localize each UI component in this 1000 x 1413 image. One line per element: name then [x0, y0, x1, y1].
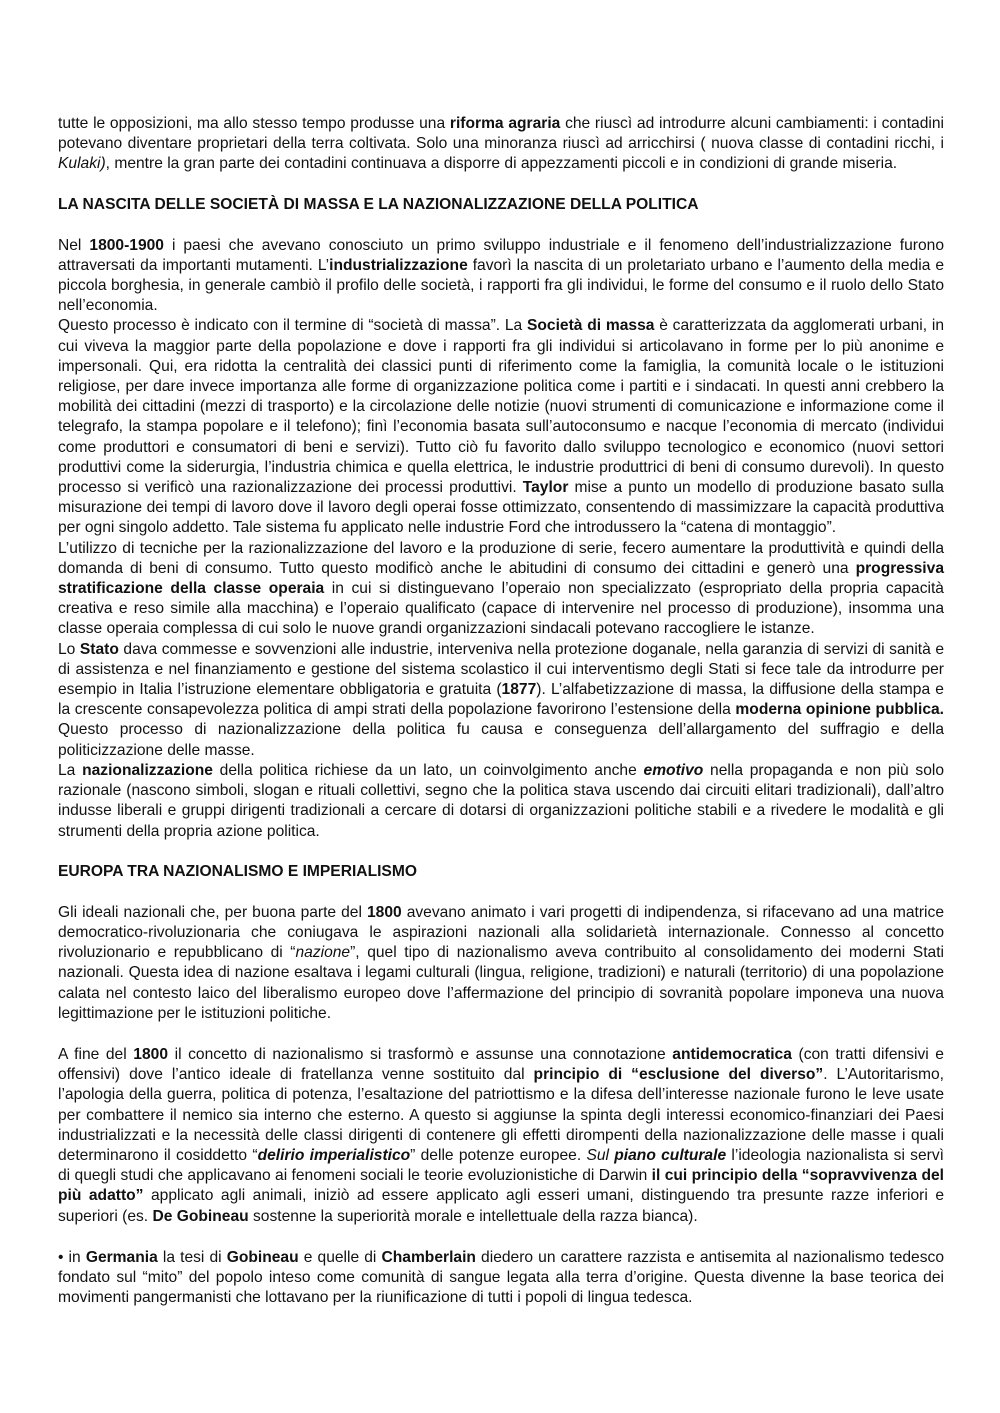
bold-text: Stato — [79, 640, 119, 658]
text-run: sostenne la superiorità morale e intellettuale della razza bianca). — [248, 1207, 698, 1225]
text-run: La — [58, 761, 83, 779]
text-run: ”, quel tipo di nazionalismo aveva contribuito al consolidamento dei moderni Stati nazionali. Questa idea di nazione esaltava i legami culturali (lingua, religione, tradizioni) e naturali (territorio) di una popolazione calata nel contesto laico del liberalismo europeo dove l’affermazione del principio di sovranità popolare imponeva una nuova legittimazione per le istituzioni politiche. — [58, 944, 944, 1022]
bold-text: 1800 — [133, 1045, 168, 1063]
paragraph-riforma-agraria — [58, 114, 944, 175]
text-run: avevano animato i vari progetti di indipendenza, si rifacevano ad una matrice democratico-rivoluzionaria che coniugava le aspirazioni nazionali alla solidarietà internazionale. Connesso al concetto rivoluzionario e repubblicano di “ — [58, 903, 944, 962]
text-run: , mentre la gran parte dei contadini continuava a disporre di appezzamenti piccoli e in condizioni di grande miseria. — [105, 155, 898, 173]
bold-text: Germania — [85, 1248, 158, 1266]
paragraph-razionalizzazione — [58, 539, 944, 640]
text-run: nella propaganda e non più solo razionale (nascono simboli, slogan e rituali collettivi, segno che la politica stava uscendo dai circuiti elitari tradizionali), dall’altro indusse liberali e gruppi dirigenti tradizionali a cercare di dotarsi di organizzazioni politiche stabili e a rivedere le modalità e gli strumenti della propria azione politica. — [58, 761, 945, 840]
text-run: dava commesse e sovvenzioni alle industrie, interveniva nella protezione doganale, nella garanzia di servizi di sanità e di assistenza e nel finanziamento e gestione del sistema scolastico il cui interventismo degli Stati si fece tale da introdurre per esempio in Italia l’istruzione elementare obbligatoria e gratuita ( — [58, 640, 944, 699]
paragraph-stato — [58, 640, 944, 761]
bold-text: 1800 — [366, 903, 402, 921]
text-run: la tesi di — [157, 1248, 227, 1266]
paragraph-societa-di-massa — [58, 316, 944, 538]
bold-text: riforma agraria — [449, 115, 561, 132]
text-run: mise a punto un modello di produzione basato sulla misurazione dei tempi di lavoro dove il lavoro degli operai fosse ottimizzato, consentendo di massimizzare la capacità produttiva per ogni singolo addetto. Tale sistema fu applicato nelle industrie Ford che introdussero la “catena di montaggio”. — [58, 479, 944, 537]
paragraph-nazionalizzazione — [58, 761, 944, 842]
text-run: Gli ideali nazionali che, per buona parte del — [58, 903, 367, 921]
bold-text: delirio imperialistico — [257, 1146, 411, 1164]
bold-text: Chamberlain — [381, 1248, 476, 1266]
document-page — [58, 114, 944, 1308]
bold-text: 1877 — [501, 681, 537, 699]
bold-text: antidemocratica — [672, 1045, 792, 1063]
text-run: l’ideologia nazionalista si servì di quegli studi che applicavano ai fenomeni sociali le teorie evoluzionistiche di Darwin — [58, 1146, 944, 1185]
text-run: Lo — [58, 640, 80, 658]
text-run: favorì la nascita di un proletariato urbano e l’aumento della media e piccola borghesia, in generale cambiò il profilo delle società, i rapporti fra gli individui, le forme del consumo e il ruolo dello Stato nell’economia. — [58, 256, 944, 315]
paragraph-germania — [58, 1248, 944, 1309]
text-run: ” delle potenze europee. — [410, 1146, 587, 1164]
bold-text: moderna opinione pubblica. — [735, 701, 944, 719]
bold-text: progressiva stratificazione della classe operaia — [58, 559, 944, 598]
bold-text: Taylor — [522, 479, 569, 497]
bold-text: il cui principio della “sopravvivenza del più adatto” — [58, 1167, 944, 1205]
bold-text: piano culturale — [614, 1146, 727, 1164]
text-run: che riuscì ad introdurre alcuni cambiamenti: i contadini potevano diventare proprietari della terra coltivata. Solo una minoranza riuscì ad arricchirsi ( nuova classe di contadini ricchi, i — [58, 115, 944, 153]
bold-text: Gobineau — [226, 1248, 299, 1266]
text-run: tutte le opposizioni, ma allo stesso tempo produsse una — [58, 115, 450, 132]
heading-nazionalismo-imperialismo: EUROPA TRA NAZIONALISMO E IMPERIALISMO — [58, 862, 417, 880]
paragraph-fine-1800 — [58, 1045, 944, 1227]
italic-text: Kulaki) — [58, 155, 106, 173]
paragraph-ideali-nazionali — [58, 903, 944, 1024]
text-run: diedero un carattere razzista e antisemita al nazionalismo tedesco fondato sul “mito” del popolo inteso come comunità di sangue legata alla terra d’origine. Questa divenne la base teorica dei movimenti pangermanisti che lottavano per la riunificazione di tutti i popoli di lingua tedesca. — [58, 1248, 945, 1307]
heading-societa-di-massa: LA NASCITA DELLE SOCIETÀ DI MASSA E LA NAZIONALIZZAZIONE DELLA POLITICA — [58, 195, 699, 213]
bold-text: 1800-1900 — [89, 236, 164, 254]
text-run: e quelle di — [298, 1248, 382, 1266]
bold-text: De Gobineau — [152, 1207, 249, 1225]
text-run: . L’Autoritarismo, l’apologia della guerra, politica di potenza, l’esaltazione del patriottismo e la difesa dell’interesse nazionale furono le leve usate per combattere il nemico sia interno che esterno. A questo si aggiunse la spinta degli interessi economico-finanziari dei Paesi industrializzati e la necessità delle classi dirigenti di contenere gli effetti dirompenti della nazionalizzazione delle masse i quali determinarono il cosiddetto “ — [58, 1066, 944, 1164]
paragraph-industrializzazione — [58, 236, 944, 317]
text-run: Nel — [58, 236, 90, 254]
text-run: Questo processo di nazionalizzazione della politica fu causa e conseguenza dell’allargamento del suffragio e della politicizzazione delle masse. — [58, 721, 944, 759]
italic-text: nazione — [295, 944, 351, 962]
italic-text: Sul — [586, 1146, 615, 1164]
text-run: Questo processo è indicato con il termine di “società di massa”. La — [58, 317, 527, 335]
text-run: i paesi che avevano conosciuto un primo sviluppo industriale e il fenomeno dell’industrializzazione furono attraversati da importanti mutamenti. L’ — [58, 236, 944, 274]
bold-text: nazionalizzazione — [82, 761, 213, 779]
text-run: A fine del — [58, 1045, 134, 1063]
text-run: è caratterizzata da agglomerati urbani, in cui viveva la maggior parte della popolazione e dove i rapporti fra gli individui si articolavano in forme per lo più anonime e impersonali. Qui, era ridotta la centralità dei classici punti di riferimento come la famiglia, la comunità locale o le istituzioni religiose, per dare invece importanza alle forme di organizzazione politica come i partiti e i sindacati. In questi anni crebbero la mobilità dei cittadini (mezzi di trasporto) e la circolazione delle notizie (nuovi strumenti di comunicazione e informazione come il telegrafo, la stampa popolare e il telefono); finì l’economia basata sull’autoconsumo e nacque l’economia di mercato (individui come produttori e consumatori di beni e servizi). Tutto ciò fu favorito dallo sviluppo tecnologico e economico (nuovi settori produttivi come la siderurgia, l’industria chimica e quella elettrica, le industrie produttrici di beni di consumo durevoli). In questo processo si verificò una razionalizzazione dei processi produttivi. — [58, 317, 944, 497]
text-run: della politica richiese da un lato, un coinvolgimento anche — [212, 761, 644, 779]
bold-text: emotivo — [643, 761, 704, 779]
bold-text: industrializzazione — [329, 256, 468, 274]
text-run: • in — [58, 1248, 86, 1266]
bold-text: Società di massa — [527, 317, 655, 335]
text-run: in cui si distinguevano l’operaio non specializzato (espropriato della propria capacità creativa e reso simile alla macchina) e l’operaio qualificato (capace di intervenire nel processo di produzione), insomma una classe operaia complessa di cui solo le nuove grandi organizzazioni sindacali potevano raccogliere le istanze. — [58, 580, 944, 638]
text-run: applicato agli animali, iniziò ad essere applicato agli esseri umani, distinguendo tra presunte razze inferiori e superiori (es. — [58, 1187, 944, 1225]
text-run: il concetto di nazionalismo si trasformò e assunse una connotazione — [168, 1045, 673, 1063]
text-run: L’utilizzo di tecniche per la razionalizzazione del lavoro e la produzione di serie, fecero aumentare la produttività e quindi della domanda di beni di consumo. Tutto questo modificò anche le abitudini di consumo dei cittadini e generò una — [58, 539, 944, 577]
text-run: ). L’alfabetizzazione di massa, la diffusione della stampa e la crescente consapevolezza politica di ampi strati della popolazione favorirono l’estensione della — [58, 681, 944, 719]
text-run: (con tratti difensivi e offensivi) dove l’antico ideale di fratellanza venne sostituito dal — [58, 1045, 944, 1084]
bold-text: principio di “esclusione del diverso” — [533, 1066, 824, 1084]
